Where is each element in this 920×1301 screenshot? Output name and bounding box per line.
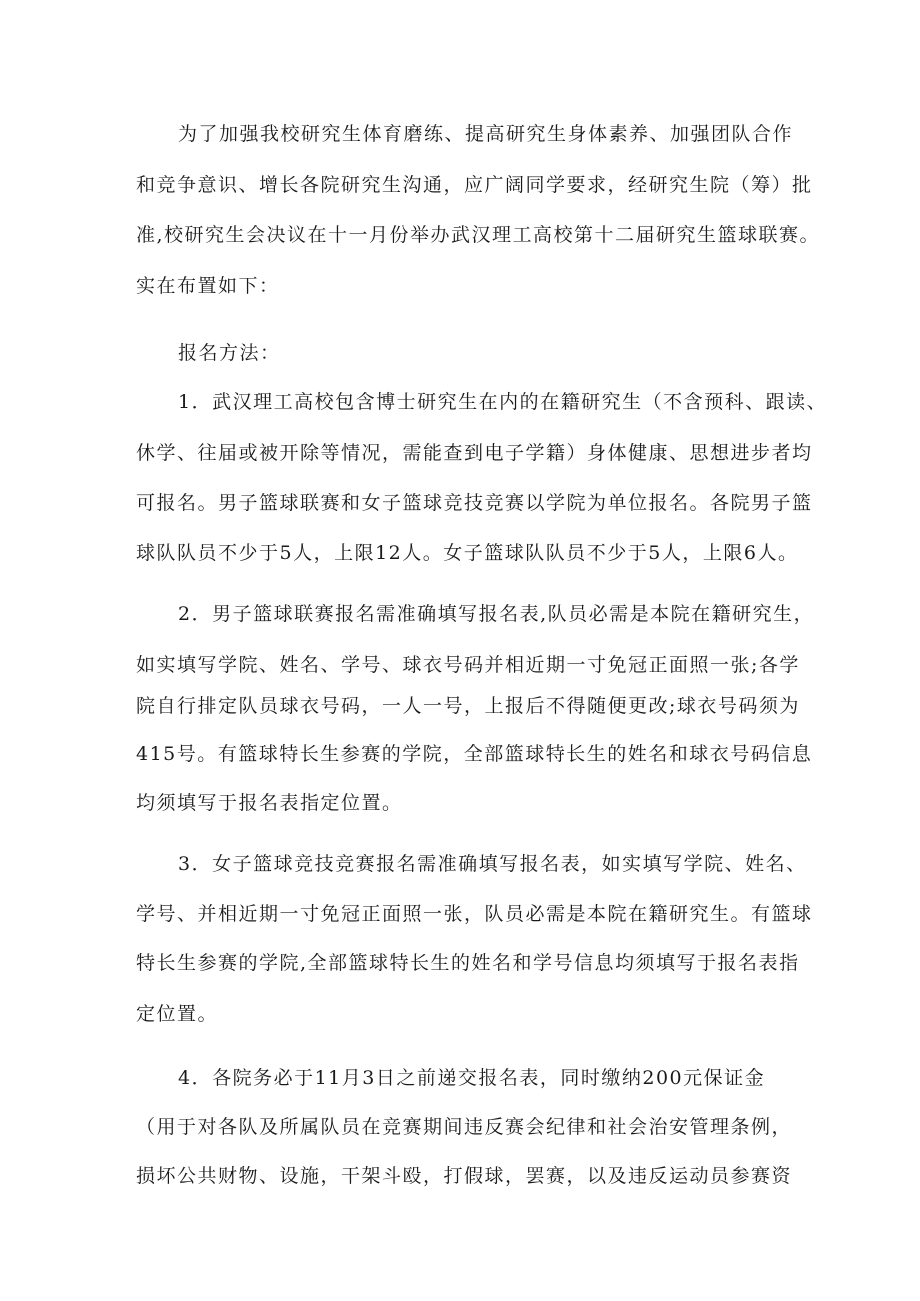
intro-line-1: 为了加强我校研究生体育磨练、提高研究生身体素养、加强团队合作 xyxy=(178,123,794,145)
item3-line-1: 3．女子篮球竞技竞赛报名需准确填写报名表，如实填写学院、姓名、 xyxy=(178,853,807,875)
item2-line-1: 2．男子篮球联赛报名需准确填写报名表,队员必需是本院在籍研究生， xyxy=(178,603,815,625)
item2-line-4: 415号。有篮球特长生参赛的学院，全部篮球特长生的姓名和球衣号码信息 xyxy=(136,743,813,765)
intro-line-2: 和竞争意识、增长各院研究生沟通，应广阔同学要求，经研究生院（筹）批 xyxy=(136,174,813,196)
item2-line-5: 均须填写于报名表指定位置。 xyxy=(136,792,403,814)
item4-line-2: （用于对各队及所属队员在竞赛期间违反赛会纪律和社会治安管理条例， xyxy=(136,1116,793,1138)
item4-line-1: 4．各院务必于11月3日之前递交报名表，同时缴纳200元保证金 xyxy=(178,1067,766,1089)
item1-line-1: 1．武汉理工高校包含博士研究生在内的在籍研究生（不含预科、跟读、 xyxy=(178,391,828,413)
item3-line-3: 特长生参赛的学院,全部篮球特长生的姓名和学号信息均须填写于报名表指 xyxy=(136,952,800,974)
item2-line-3: 院自行排定队员球衣号码，一人一号，上报后不得随便更改;球衣号码须为 xyxy=(136,695,800,717)
item4-line-3: 损坏公共财物、设施，干架斗殴，打假球，罢赛，以及违反运动员参赛资 xyxy=(136,1165,793,1187)
item2-line-2: 如实填写学院、姓名、学号、球衣号码并相近期一寸免冠正面照一张;各学 xyxy=(136,654,800,676)
item1-line-4: 球队队员不少于5人，上限12人。女子篮球队队员不少于5人，上限6人。 xyxy=(136,542,799,564)
intro-line-4: 实在布置如下： xyxy=(136,275,280,297)
intro-line-3: 准,校研究生会决议在十一月份举办武汉理工高校第十二届研究生篮球联赛。 xyxy=(136,224,821,246)
item1-line-3: 可报名。男子篮球联赛和女子篮球竞技竞赛以学院为单位报名。各院男子篮 xyxy=(136,492,813,514)
registration-heading: 报名方法： xyxy=(178,342,281,364)
item3-line-4: 定位置。 xyxy=(136,1003,219,1025)
item3-line-2: 学号、并相近期一寸免冠正面照一张，队员必需是本院在籍研究生。有篮球 xyxy=(136,903,813,925)
item1-line-2: 休学、往届或被开除等情况，需能查到电子学籍）身体健康、思想进步者均 xyxy=(136,442,813,464)
